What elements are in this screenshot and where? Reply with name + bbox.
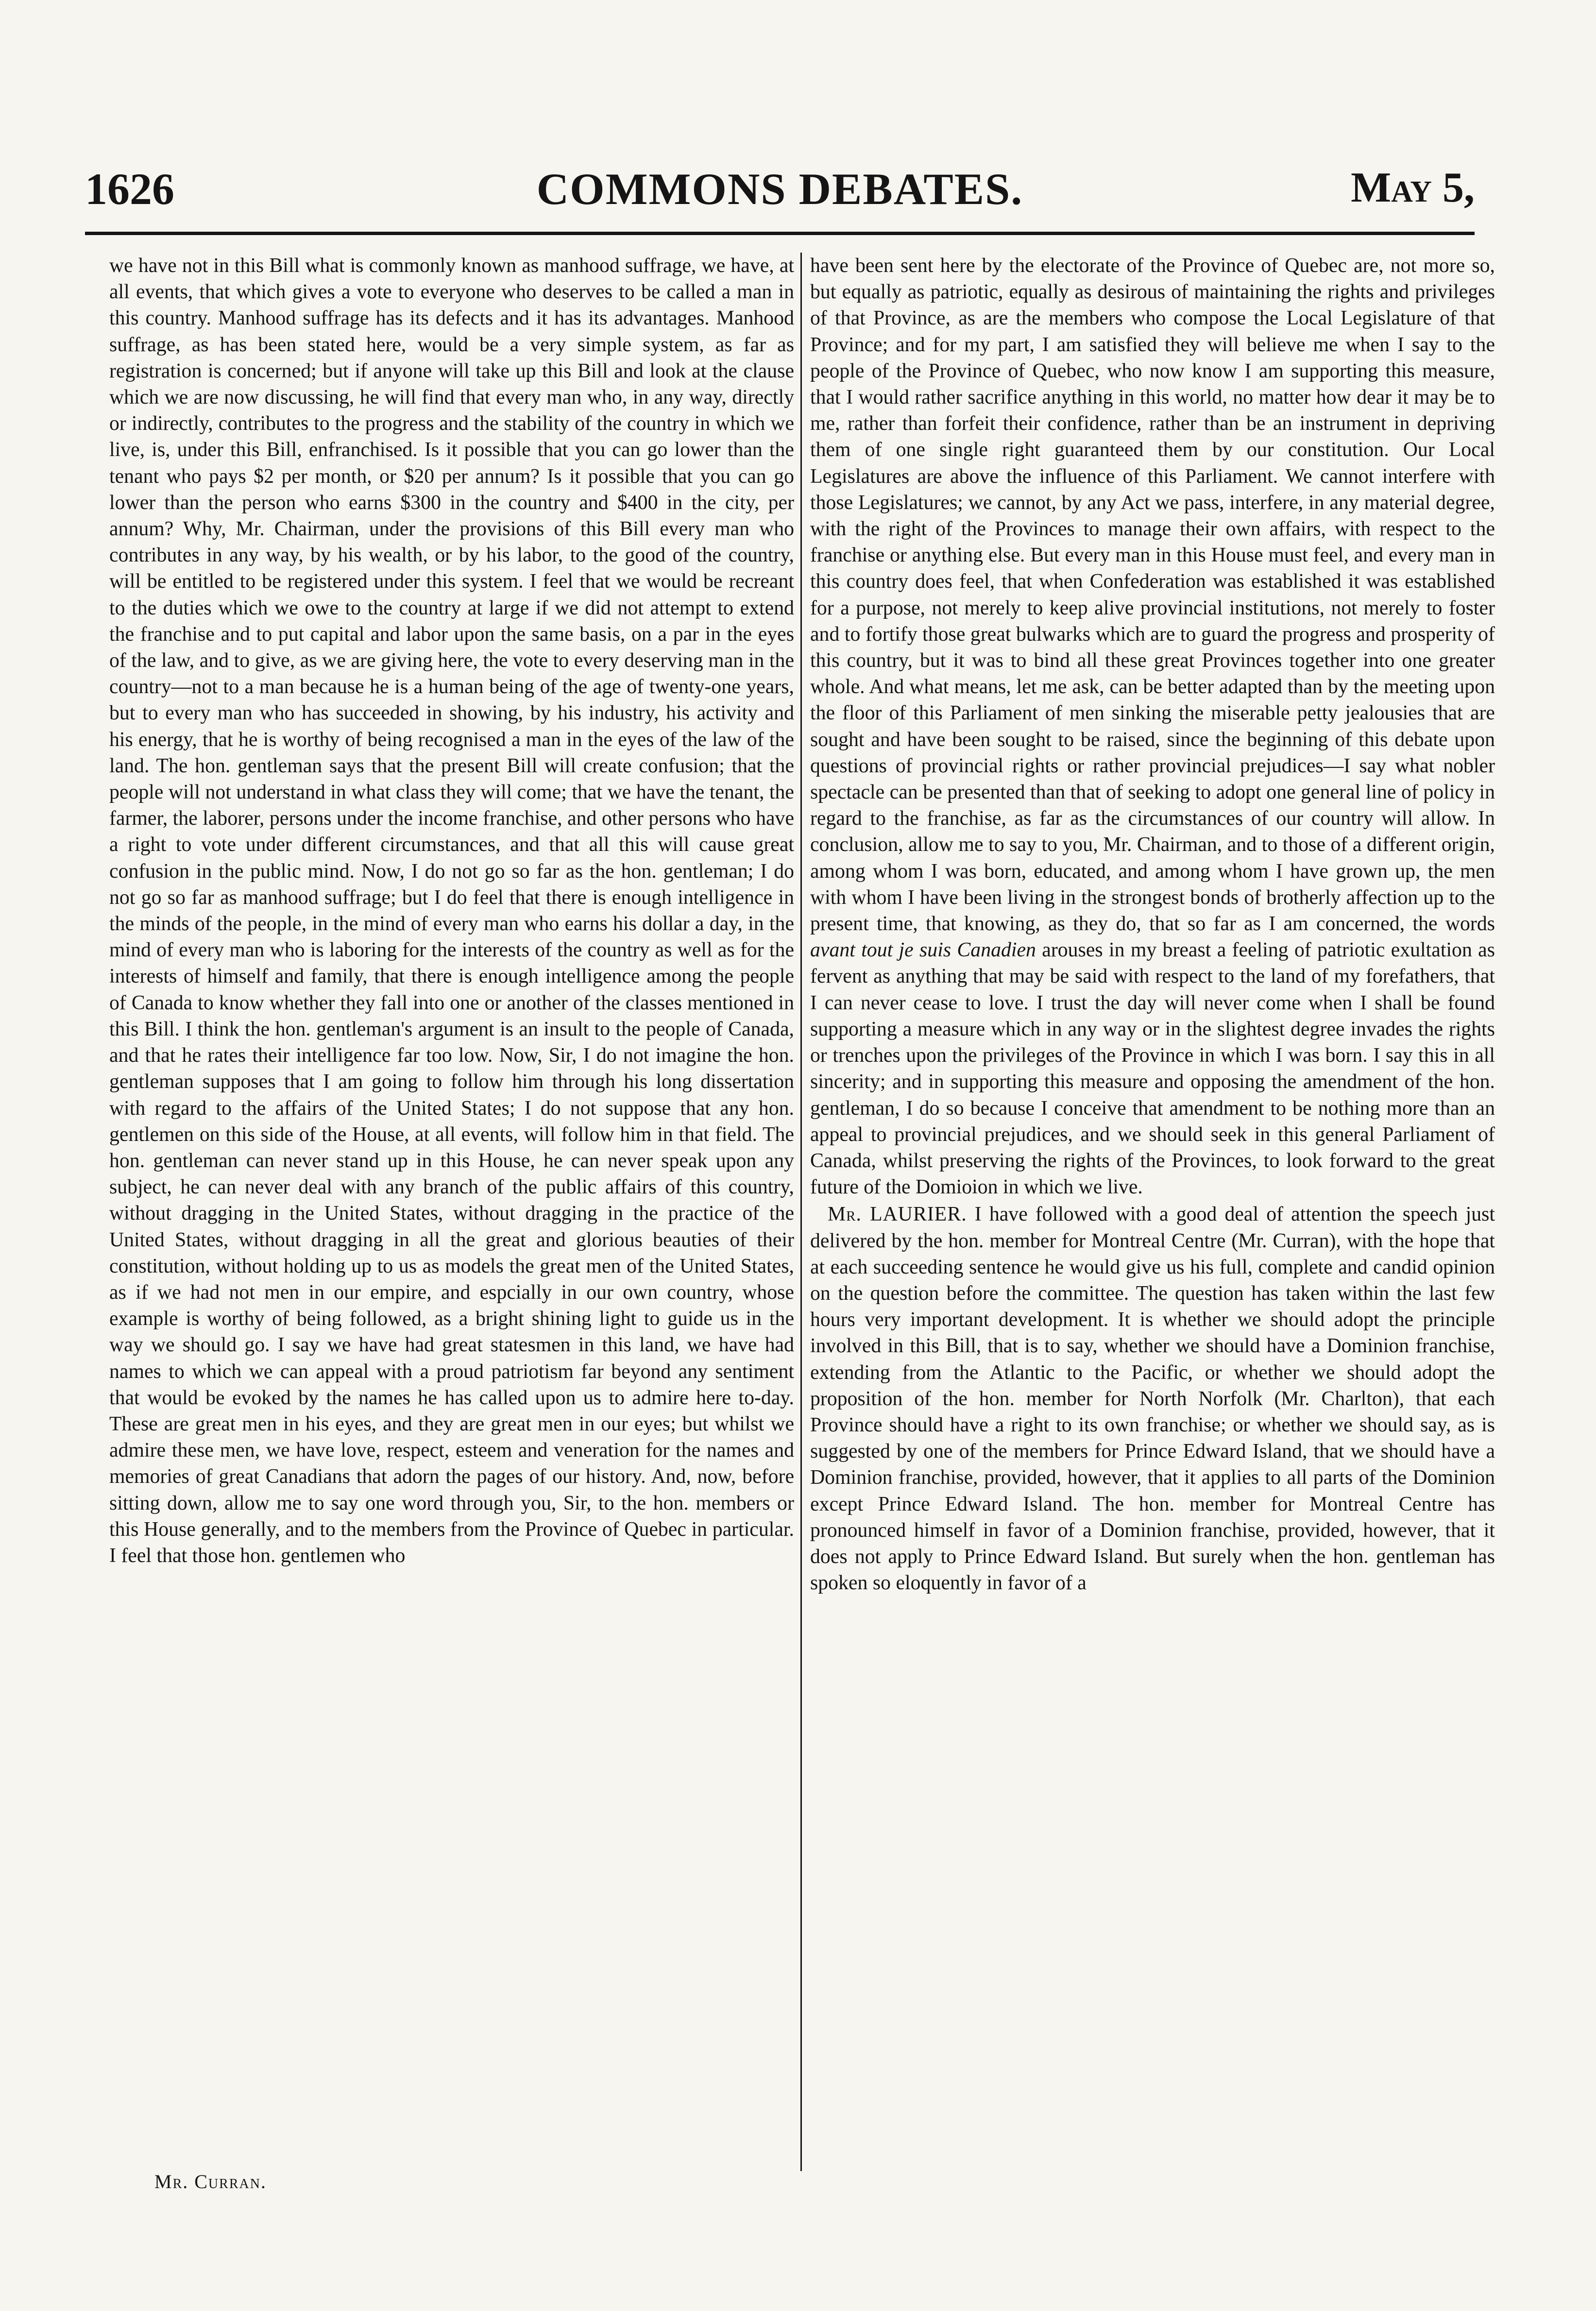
- header-rule: [85, 232, 1475, 235]
- column-divider: [800, 253, 802, 2171]
- left-paragraph-1: we have not in this Bill what is commonly known as manhood suffrage, we have, at all events, that which gives a vote to everyone who deserves to be called a man in this country. Manhood suffrage has its defects and it has its advantages. Manhood suffrage, as has been stated here, would be a very simple system, as far as registration is concerned; but if anyone will take up this Bill and look at the clause which we are now discussing, he will find that every man who, in any way, directly or indirectly, contributes to the progress and the stability of the country in which we live, is, under this Bill, enfranchised. Is it possible that you can go lower than the tenant who pays $2 per month, or $20 per annum? Is it possible that you can go lower than the person who earns $300 in the country and $400 in the city, per annum? Why, Mr. Chairman, under the provisions of this Bill every man who contributes in any way, by his wealth, or by his labor, to the good of the country, will be entitled to be registered under this system. I feel that we would be recreant to the duties which we owe to the country at large if we did not attempt to extend the franchise and to put capital and labor upon the same basis, on a par in the eyes of the law, and to give, as we are giving here, the vote to every deserving man in the country—not to a man because he is a human being of the age of twenty-one years, but to every man who has succeeded in showing, by his industry, his activity and his energy, that he is worthy of being recognised a man in the eyes of the law of the land. The hon. gentleman says that the present Bill will create confusion; that the people will not understand in what class they will come; that we have the tenant, the farmer, the laborer, persons under the income franchise, and other persons who have a right to vote under different circumstances, and that all this will cause great confusion in the public mind. Now, I do not go so far as the hon. gentleman; I do not go so far as manhood suffrage; but I do feel that there is enough intelligence in the minds of the people, in the mind of every man who earns his dollar a day, in the mind of every man who is laboring for the interests of the country as well as for the interests of himself and family, that there is enough intelligence among the people of Canada to know whether they fall into one or another of the classes mentioned in this Bill. I think the hon. gentleman's argument is an insult to the people of Canada, and that he rates their intelligence far too low. Now, Sir, I do not imagine the hon. gentleman supposes that I am going to follow him through his long dissertation with regard to the affairs of the United States; I do not suppose that any hon. gentlemen on this side of the House, at all events, will follow him in that field. The hon. gentleman can never stand up in this House, he can never speak upon any subject, he can never deal with any branch of the public affairs of this country, without dragging in the United States, without dragging in the practice of the United States, without dragging in all the great and glorious beauties of their constitution, without holding up to us as models the great men of the United States, as if we had not men in our empire, and espcially in our own country, whose example is worthy of being followed, as a bright shining light to guide us in the way we should go. I say we have had great statesmen in this land, we have had names to which we can appeal with a proud patriotism far beyond any sentiment that would be evoked by the names he has called upon us to admire here to-day. These are great men in his eyes, and they are great men in our eyes; but whilst we admire these men, we have love, respect, esteem and veneration for the names and memories of great Canadians that adorn the pages of our history. And, now, before sitting down, allow me to say one word through you, Sir, to the hon. members or this House generally, and to the members from the Province of Quebec in particular. I feel that those hon. gentlemen who: [109, 255, 794, 1567]
- right-column: [810, 253, 1495, 2157]
- right-paragraph-2: [810, 1201, 1495, 1596]
- right-paragraph-1-text: have been sent here by the electorate of the Province of Quebec are, not more so, but equally as patriotic, equally as desirous of maintaining the rights and privileges of that Province, as are the members who compose the Local Legislature of that Province; and for my part, I am satisfied they will believe me when I say to the people of the Province of Quebec, who now know I am supporting this measure, that I would rather sacrifice anything in this world, no matter how dear it may be to me, rather than forfeit their confidence, rather than be an instrument in depriving them of one single right guaranteed them by our constitution. Our Local Legislatures are above the influence of this Parliament. We cannot interfere with those Legislatures; we cannot, by any Act we pass, interfere, in any material degree, with the right of the Provinces to manage their own affairs, with respect to the franchise or anything else. But every man in this House must feel, and every man in this country does feel, that when Confederation was established it was established for a purpose, not merely to keep alive provincial institutions, not merely to foster and to fortify those great bulwarks which are to guard the progress and prosperity of this country, but it was to bind all these great Provinces together into one greater whole. And what means, let me ask, can be better adapted than by the meeting upon the floor of this Parliament of men sinking the miserable petty jealousies that are sought and have been sought to be raised, since the beginning of this debate upon questions of provincial rights or rather provincial prejudices—I say what nobler spectacle can be presented than that of seeking to adopt one general line of policy in regard to the franchise, as far as the circumstances of our country will allow. In conclusion, allow me to say to you, Mr. Chairman, and to those of a different origin, among whom I was born, educated, and among whom I have grown up, the men with whom I have been living in the strongest bonds of brotherly affection up to the present time, that knowing, as they do, that so far as I am concerned, the words: [810, 255, 1495, 935]
- page-number: 1626: [85, 164, 174, 214]
- right-paragraph-2-text: I have followed with a good deal of attention the speech just delivered by the hon. member for Montreal Centre (Mr. Curran), with the hope that at each succeeding sentence he would give us his full, complete and candid opinion on the question before the committee. The question has taken within the last few hours very important development. It is whether we should adopt the principle involved in this Bill, that is to say, whether we should have a Dominion franchise, extending from the Atlantic to the Pacific, or whether we should adopt the proposition of the hon. member for North Norfolk (Mr. Charlton), that each Province should have a right to its own franchise; or whether we should say, as is suggested by one of the members for Prince Edward Island, that we should have a Dominion franchise, provided, however, that it applies to all parts of the Dominion except Prince Edward Island. The hon. member for Montreal Centre has pronounced himself in favor of a Dominion franchise, provided, however, that it does not apply to Prince Edward Island. But surely when the hon. gentleman has spoken so eloquently in favor of a: [810, 1203, 1495, 1595]
- right-paragraph-1: [810, 253, 1495, 1200]
- left-column: [109, 253, 794, 2157]
- speaker-name: Mr. LAURIER.: [828, 1203, 967, 1226]
- page-date: May 5,: [1351, 164, 1475, 211]
- italic-phrase: avant tout je suis Canadien: [810, 939, 1036, 962]
- footer-speaker-label: Mr. Curran.: [154, 2171, 267, 2192]
- right-paragraph-1-continued: arouses in my breast a feeling of patriotic exultation as fervent as anything that may be said with respect to the land of my forefathers, that I can never cease to love. I trust the day will never come when I shall be found supporting a measure which in any way or in the slightest degree invades the rights or trenches upon the privileges of the Province in which I was born. I say this in all sincerity; and in supporting this measure and opposing the amendment of the hon. gentleman, I do so because I conceive that amendment to be nothing more than an appeal to provincial prejudices, and we should seek in this general Parliament of Canada, whilst preserving the rights of the Provinces, to look forward to the great future of the Domioion in which we live.: [810, 939, 1495, 1199]
- page-title: COMMONS DEBATES.: [536, 164, 1023, 214]
- page-header: [85, 163, 1475, 221]
